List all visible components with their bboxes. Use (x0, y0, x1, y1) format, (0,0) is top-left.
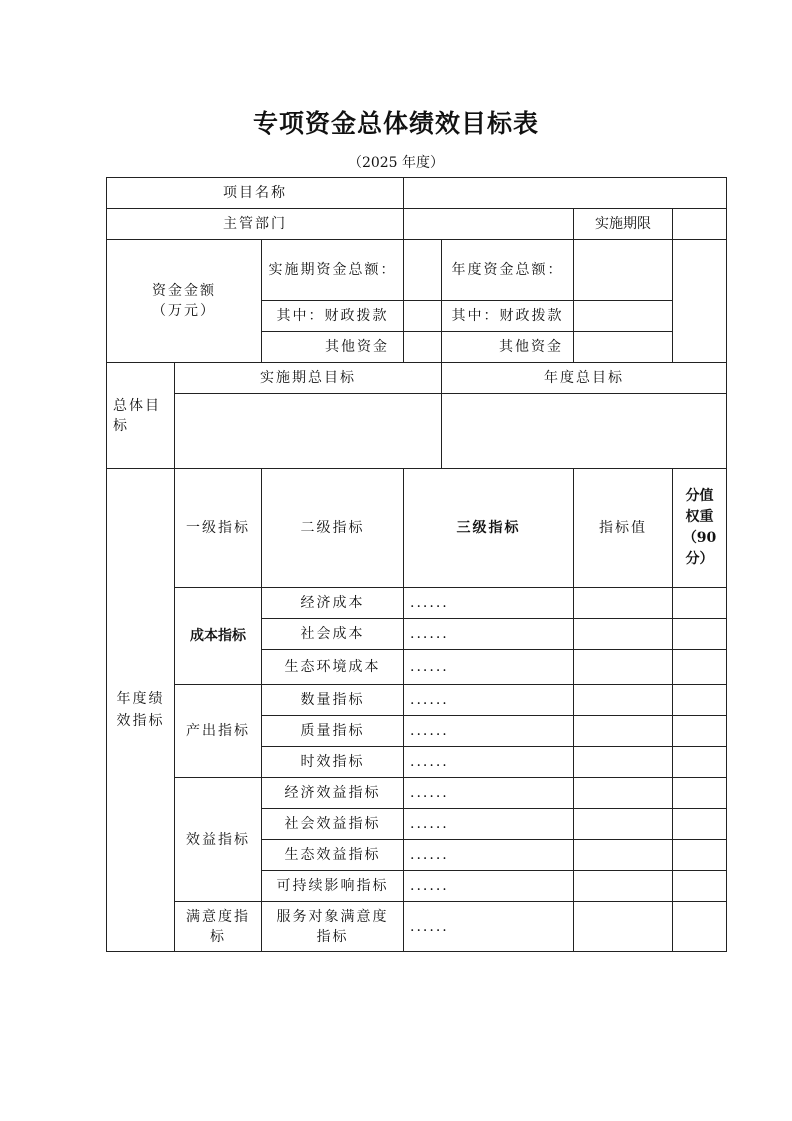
level2-item: 数量指标 (262, 685, 404, 716)
dept-value[interactable] (404, 209, 574, 240)
group-level1: 产出指标 (175, 685, 262, 778)
annual-total-value[interactable] (574, 240, 673, 301)
funds-label: 资金金额（万元） (107, 240, 262, 363)
group-level1: 成本指标 (175, 588, 262, 685)
annual-goal-value[interactable] (442, 394, 727, 469)
indicator-value[interactable] (574, 902, 673, 952)
overall-goal-label: 总体目标 (107, 363, 175, 469)
level2-item: 时效指标 (262, 747, 404, 778)
indicator-value[interactable] (574, 809, 673, 840)
indicator-weight[interactable] (673, 809, 727, 840)
level3-placeholder[interactable]: ...... (404, 871, 574, 902)
indicator-weight[interactable] (673, 778, 727, 809)
table-row (107, 778, 727, 809)
level2-item: 服务对象满意度指标 (262, 902, 404, 952)
indicator-value[interactable] (574, 716, 673, 747)
period-value[interactable] (673, 209, 727, 240)
level2-item: 质量指标 (262, 716, 404, 747)
indicator-weight[interactable] (673, 650, 727, 685)
page-title: 专项资金总体绩效目标表 (252, 109, 539, 138)
group-level1: 效益指标 (175, 778, 262, 902)
header-level2: 二级指标 (262, 469, 404, 588)
fiscal-label-right: 其中：财政拨款 (442, 301, 574, 332)
other-label-right: 其他资金 (442, 332, 574, 363)
indicator-value[interactable] (574, 840, 673, 871)
annual-goal-label: 年度总目标 (442, 363, 727, 394)
level3-placeholder[interactable]: ...... (404, 619, 574, 650)
other-label-left: 其他资金 (262, 332, 404, 363)
dept-label: 主管部门 (107, 209, 404, 240)
period-goal-label: 实施期总目标 (175, 363, 442, 394)
period-goal-value[interactable] (175, 394, 442, 469)
header-value: 指标值 (574, 469, 673, 588)
table-row (107, 902, 727, 952)
table-row (107, 685, 727, 716)
indicator-weight[interactable] (673, 871, 727, 902)
level2-item: 社会成本 (262, 619, 404, 650)
annual-total-label: 年度资金总额： (442, 240, 574, 301)
page-subtitle: （2025 年度） (347, 155, 445, 171)
indicator-weight[interactable] (673, 588, 727, 619)
indicator-weight[interactable] (673, 747, 727, 778)
level2-item: 经济效益指标 (262, 778, 404, 809)
fiscal-label-left: 其中：财政拨款 (262, 301, 404, 332)
header-level3: 三级指标 (404, 469, 574, 588)
group-level1: 满意度指标 (175, 902, 262, 952)
indicator-value[interactable] (574, 747, 673, 778)
indicator-value[interactable] (574, 650, 673, 685)
level2-item: 社会效益指标 (262, 809, 404, 840)
level3-placeholder[interactable]: ...... (404, 588, 574, 619)
header-weight: 分值权重（90分） (673, 469, 727, 588)
indicator-value[interactable] (574, 778, 673, 809)
period-total-label: 实施期资金总额： (262, 240, 404, 301)
indicator-weight[interactable] (673, 716, 727, 747)
other-value-right[interactable] (574, 332, 673, 363)
indicator-weight[interactable] (673, 685, 727, 716)
project-name-label: 项目名称 (107, 178, 404, 209)
other-value-left[interactable] (404, 332, 442, 363)
level3-placeholder[interactable]: ...... (404, 650, 574, 685)
level3-placeholder[interactable]: ...... (404, 778, 574, 809)
level3-placeholder[interactable]: ...... (404, 747, 574, 778)
indicator-value[interactable] (574, 685, 673, 716)
level3-placeholder[interactable]: ...... (404, 716, 574, 747)
indicator-value[interactable] (574, 871, 673, 902)
level3-placeholder[interactable]: ...... (404, 685, 574, 716)
fiscal-value-right[interactable] (574, 301, 673, 332)
indicator-weight[interactable] (673, 840, 727, 871)
period-label: 实施期限 (574, 209, 673, 240)
fiscal-value-left[interactable] (404, 301, 442, 332)
level3-placeholder[interactable]: ...... (404, 809, 574, 840)
performance-target-table (106, 177, 727, 952)
project-name-value[interactable] (404, 178, 727, 209)
level2-item: 生态环境成本 (262, 650, 404, 685)
period-total-value[interactable] (404, 240, 442, 301)
table-row (107, 588, 727, 619)
level3-placeholder[interactable]: ...... (404, 902, 574, 952)
level2-item: 生态效益指标 (262, 840, 404, 871)
level3-placeholder[interactable]: ...... (404, 840, 574, 871)
level2-item: 可持续影响指标 (262, 871, 404, 902)
annual-indicators-label: 年度绩效指标 (107, 469, 175, 952)
indicator-value[interactable] (574, 588, 673, 619)
level2-item: 经济成本 (262, 588, 404, 619)
indicator-value[interactable] (574, 619, 673, 650)
indicator-weight[interactable] (673, 619, 727, 650)
indicator-weight[interactable] (673, 902, 727, 952)
header-level1: 一级指标 (175, 469, 262, 588)
